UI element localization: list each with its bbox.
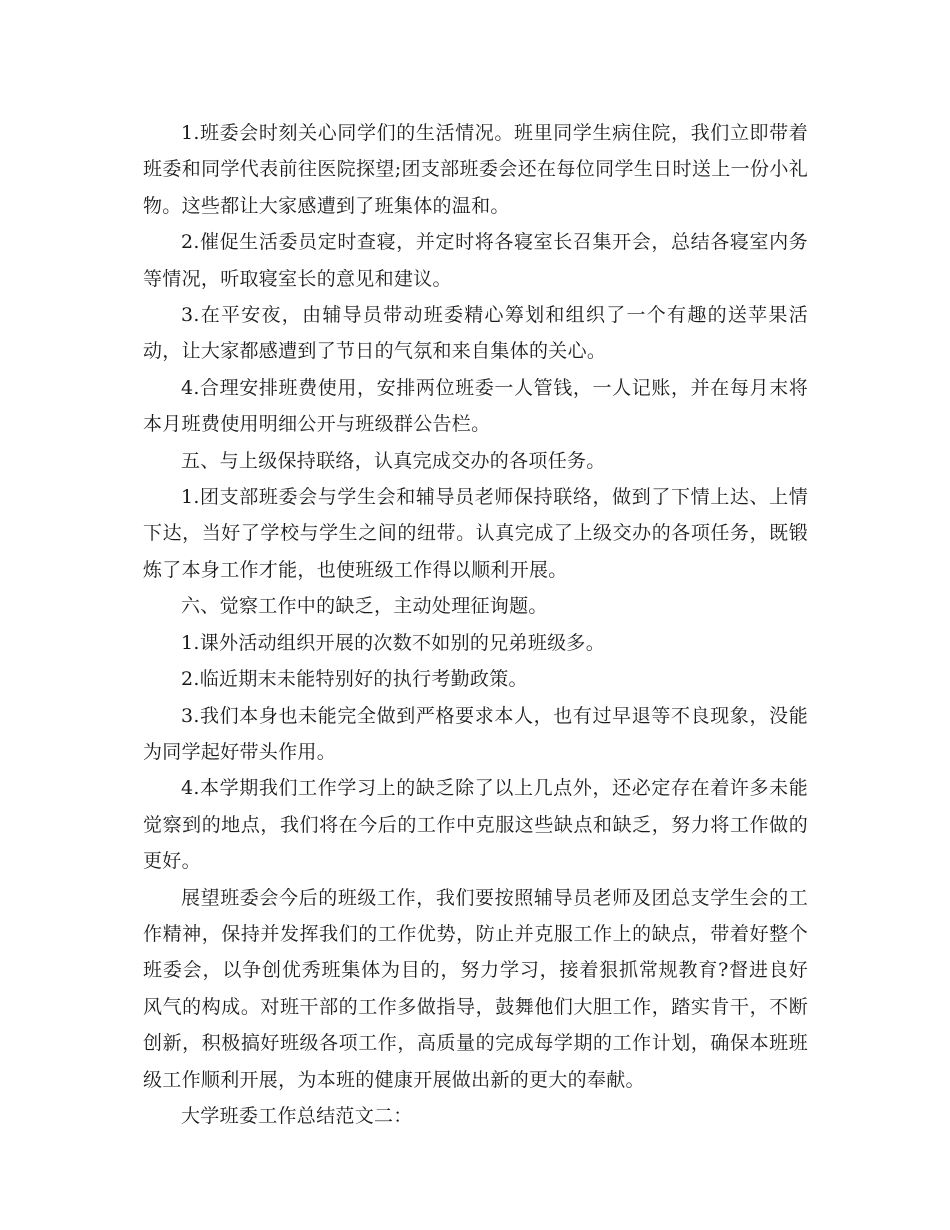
- paragraph-shortcoming-4: 4.本学期我们工作学习上的缺乏除了以上几点外，还必定存在着许多未能觉察到的地点，我们将在今后的工作中克服这些缺点和缺乏，努力将工作做的更好。: [143, 777, 808, 873]
- paragraph-outlook: 展望班委会今后的班级工作，我们要按照辅导员老师及团总支学生会的工作精神，保持并发挥我们的工作优势，防止并克服工作上的缺点，带着好整个班委会，以争创优秀班集体为目的，努力学习，接着狠抓常规教育?督进良好风气的构成。对班干部的工作多做指导，鼓舞他们大胆工作，踏实肯干，不断创新，积极搞好班级各项工作，高质量的完成每学期的工作计划，确保本班班级工作顺利开展，为本班的健康开展做出新的更大的奉献。: [143, 886, 808, 1091]
- paragraph-class-care: 1.班委会时刻关心同学们的生活情况。班里同学生病住院，我们立即带着班委和同学代表前往医院探望;团支部班委会还在每位同学生日时送上一份小礼物。这些都让大家感遭到了班集体的温和。: [143, 122, 808, 217]
- paragraph-dorm-check: 2.催促生活委员定时查寝，并定时将各寝室长召集开会，总结各寝室内务等情况，听取寝室长的意见和建议。: [143, 231, 808, 290]
- paragraph-class-fund: 4.合理安排班费使用，安排两位班委一人管钱，一人记账，并在每月末将本月班费使用明细公开与班级群公告栏。: [143, 376, 808, 436]
- paragraph-shortcoming-2: 2.临近期末未能特别好的执行考勤政策。: [181, 668, 528, 691]
- paragraph-shortcoming-3: 3.我们本身也未能完全做到严格要求本人，也有过早退等不良现象，没能为同学起好带头作用。: [143, 704, 808, 763]
- paragraph-shortcoming-1: 1.课外活动组织开展的次数不如别的兄弟班级多。: [181, 631, 606, 654]
- paragraph-sample-two-heading: 大学班委工作总结范文二：: [181, 1104, 413, 1127]
- section-heading-six: 六、觉察工作中的缺乏，主动处理征询题。: [181, 595, 548, 618]
- paragraph-liaison: 1.团支部班委会与学生会和辅导员老师保持联络，做到了下情上达、上情下达，当好了学校与学生之间的纽带。认真完成了上级交办的各项任务，既锻炼了本身工作才能，也使班级工作得以顺利开展。: [143, 486, 808, 581]
- document-page: [143, 115, 808, 1134]
- paragraph-christmas-activity: 3.在平安夜，由辅导员带动班委精心筹划和组织了一个有趣的送苹果活动，让大家都感遭到了节日的气氛和来自集体的关心。: [143, 304, 808, 363]
- section-heading-five: 五、与上级保持联络，认真完成交办的各项任务。: [181, 449, 606, 472]
